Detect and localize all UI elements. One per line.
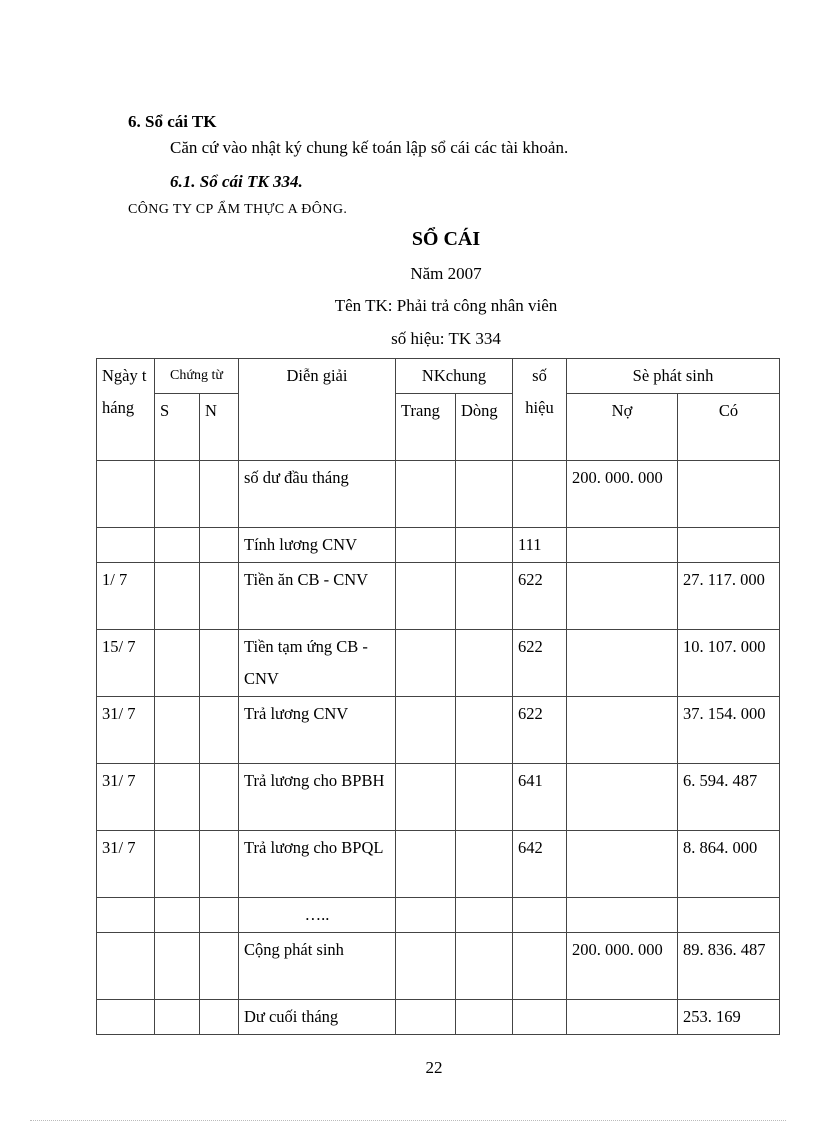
cell-description: Tính lương CNV [239, 528, 396, 563]
subsection-heading: 6.1. Sổ cái TK 334. [170, 172, 303, 191]
header-account-no: số hiệu [513, 359, 567, 461]
cell-date [97, 1000, 155, 1035]
header-debit: Nợ [567, 394, 678, 461]
section-heading: 6. Sổ cái TK [128, 112, 217, 131]
cell-debit [567, 563, 678, 630]
cell-credit [678, 461, 780, 528]
ledger-table [96, 358, 780, 1035]
cell-debit [567, 630, 678, 697]
ledger-title: SỔ CÁI [411, 228, 481, 250]
table-row [97, 461, 780, 528]
cell-debit: 200. 000. 000 [567, 933, 678, 1000]
cell-description: Tiền tạm ứng CB - CNV [239, 630, 396, 697]
cell-description: Trả lương CNV [239, 697, 396, 764]
cell-account [513, 1000, 567, 1035]
cell-credit: 37. 154. 000 [678, 697, 780, 764]
cell-date [97, 898, 155, 933]
cell-debit [567, 898, 678, 933]
cell-date: 31/ 7 [97, 697, 155, 764]
cell-credit: 27. 117. 000 [678, 563, 780, 630]
cell-credit: 6. 594. 487 [678, 764, 780, 831]
cell-account: 642 [513, 831, 567, 898]
cell-date [97, 933, 155, 1000]
table-row [97, 1000, 780, 1035]
header-voucher-s: S [155, 394, 200, 461]
cell-description: ….. [239, 898, 396, 933]
cell-date [97, 528, 155, 563]
account-name: Tên TK: Phải trả công nhân viên [334, 296, 558, 315]
header-voucher-n: N [200, 394, 239, 461]
header-description: Diễn giải [239, 359, 396, 461]
cell-debit [567, 528, 678, 563]
cell-description: Trả lương cho BPBH [239, 764, 396, 831]
table-row [97, 630, 780, 697]
header-date: Ngày tháng [97, 359, 155, 461]
cell-date: 15/ 7 [97, 630, 155, 697]
table-row [97, 697, 780, 764]
cell-account: 622 [513, 630, 567, 697]
cell-account: 622 [513, 697, 567, 764]
cell-credit: 8. 864. 000 [678, 831, 780, 898]
cell-account: 641 [513, 764, 567, 831]
page-number: 22 [425, 1058, 443, 1077]
table-row [97, 764, 780, 831]
table-row [97, 831, 780, 898]
cell-credit: 89. 836. 487 [678, 933, 780, 1000]
header-movement: Sè phát sinh [567, 359, 780, 394]
page-bottom-divider [30, 1120, 786, 1121]
cell-credit [678, 528, 780, 563]
cell-debit [567, 697, 678, 764]
cell-date [97, 461, 155, 528]
cell-debit [567, 831, 678, 898]
cell-date: 1/ 7 [97, 563, 155, 630]
intro-text: Căn cứ vào nhật ký chung kế toán lập sổ cái các tài khoản. [170, 138, 569, 157]
cell-description: Tiền ăn CB - CNV [239, 563, 396, 630]
header-row [97, 359, 780, 394]
cell-credit [678, 898, 780, 933]
cell-account [513, 898, 567, 933]
cell-date: 31/ 7 [97, 764, 155, 831]
table-row [97, 528, 780, 563]
cell-debit [567, 764, 678, 831]
table-row [97, 898, 780, 933]
ledger-year: Năm 2007 [410, 264, 482, 283]
cell-description: Dư cuối tháng [239, 1000, 396, 1035]
header-voucher: Chứng từ [155, 359, 239, 394]
header-subrow [97, 394, 780, 461]
cell-account [513, 933, 567, 1000]
cell-account: 622 [513, 563, 567, 630]
company-name: CÔNG TY CP ẨM THỰC A ĐÔNG. [128, 202, 348, 217]
cell-description: Trả lương cho BPQL [239, 831, 396, 898]
cell-debit: 200. 000. 000 [567, 461, 678, 528]
cell-account [513, 461, 567, 528]
cell-debit [567, 1000, 678, 1035]
cell-description: Cộng phát sinh [239, 933, 396, 1000]
table-row [97, 563, 780, 630]
account-code: số hiệu: TK 334 [391, 329, 501, 348]
header-journal-page: Trang [396, 394, 456, 461]
header-credit: Có [678, 394, 780, 461]
cell-date: 31/ 7 [97, 831, 155, 898]
cell-credit: 10. 107. 000 [678, 630, 780, 697]
header-journal-line: Dòng [456, 394, 513, 461]
cell-account: 111 [513, 528, 567, 563]
cell-description: số dư đầu tháng [239, 461, 396, 528]
header-journal: NKchung [396, 359, 513, 394]
cell-credit: 253. 169 [678, 1000, 780, 1035]
table-row [97, 933, 780, 1000]
